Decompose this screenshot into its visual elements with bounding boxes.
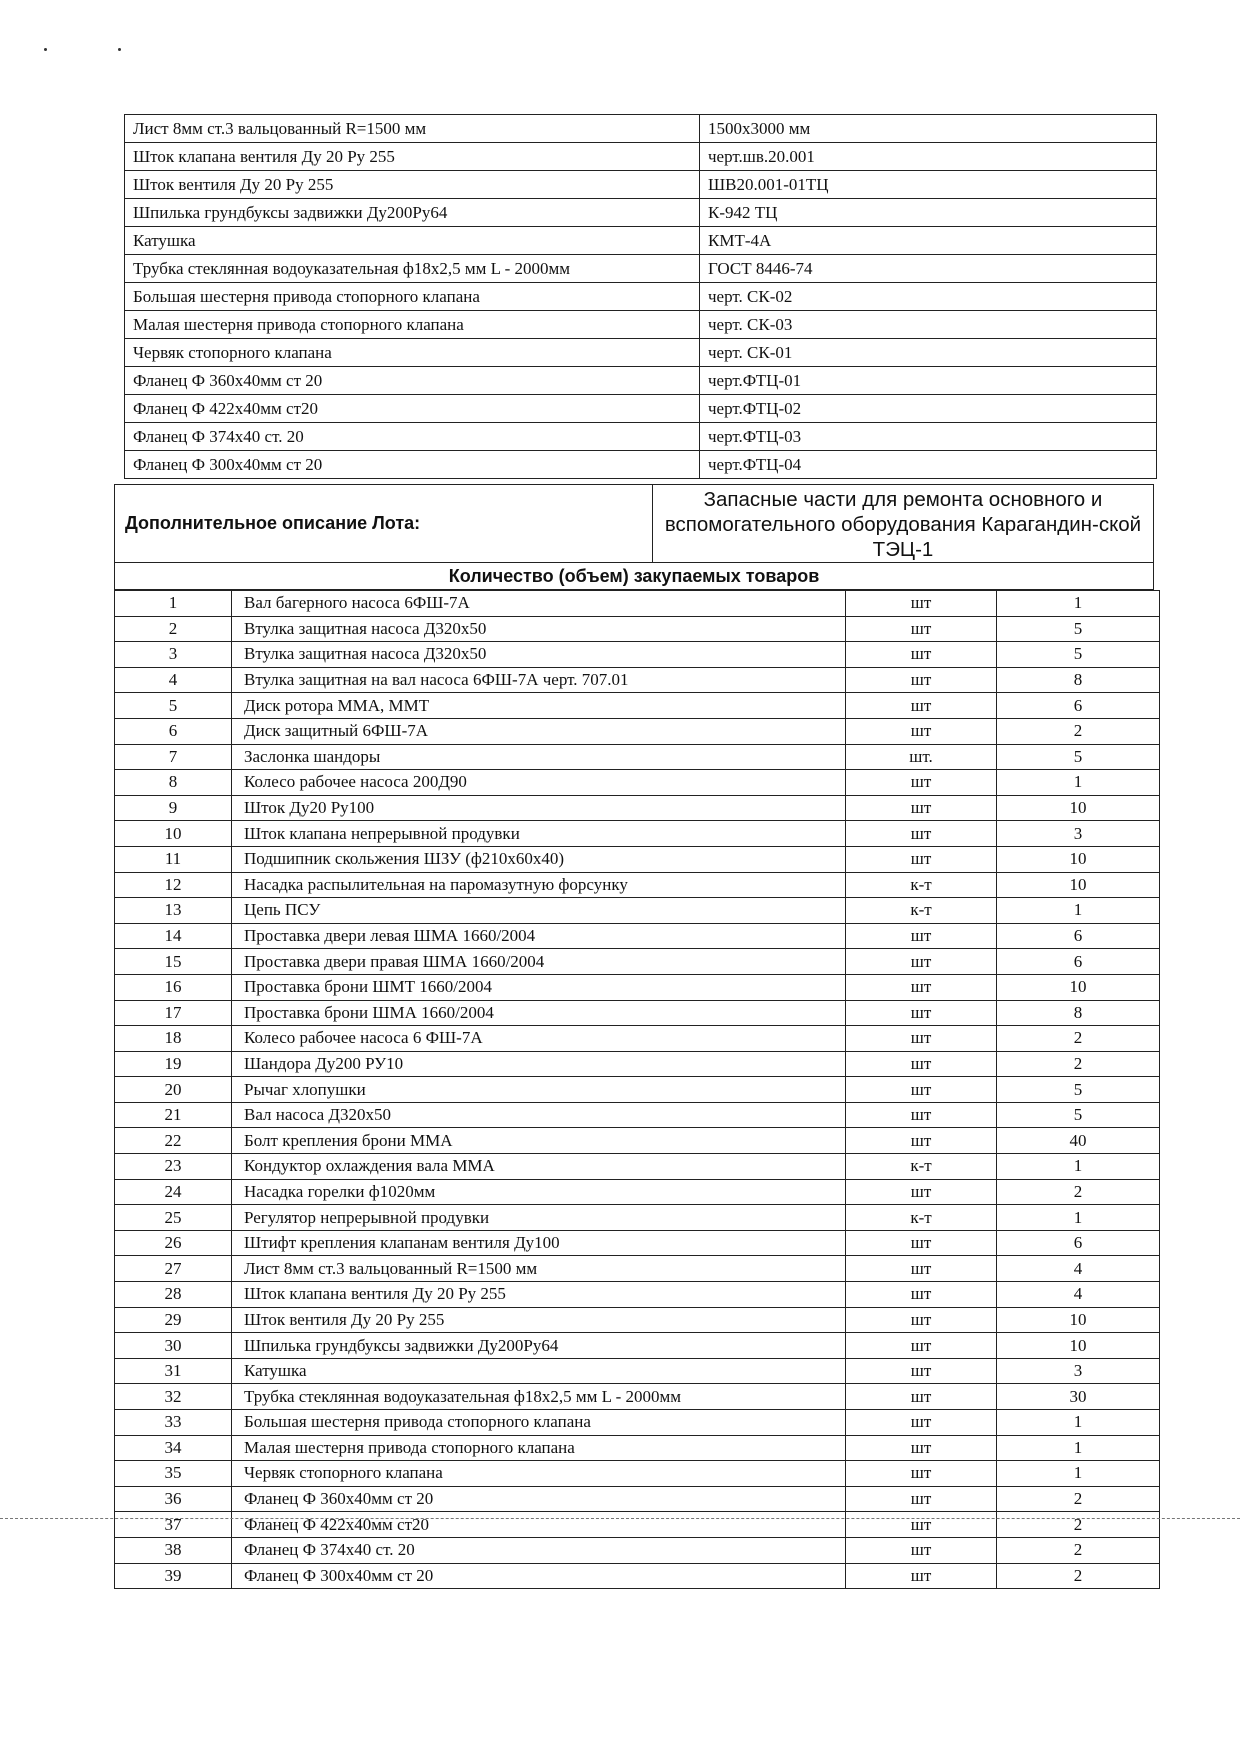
spec-code: К-942 ТЦ [700, 199, 1157, 227]
item-name: Колесо рабочее насоса 6 ФШ-7А [232, 1026, 846, 1052]
item-quantity: 6 [997, 693, 1160, 719]
scan-speck [118, 48, 121, 51]
item-name: Вал насоса Д320х50 [232, 1102, 846, 1128]
table-row [115, 974, 1160, 1000]
spec-name: Червяк стопорного клапана [125, 339, 700, 367]
item-quantity: 10 [997, 1307, 1160, 1333]
spec-code: КМТ-4А [700, 227, 1157, 255]
item-name: Насадка распылительная на паромазутную форсунку [232, 872, 846, 898]
table-row [115, 1563, 1160, 1589]
item-number: 33 [115, 1410, 232, 1436]
item-name: Червяк стопорного клапана [232, 1461, 846, 1487]
item-name: Регулятор непрерывной продувки [232, 1205, 846, 1231]
item-number: 28 [115, 1282, 232, 1308]
item-quantity: 5 [997, 1102, 1160, 1128]
items-table-body [115, 591, 1160, 1589]
table-row [115, 1410, 1160, 1436]
spec-name: Шпилька грундбуксы задвижки Ду200Ру64 [125, 199, 700, 227]
item-quantity: 2 [997, 1026, 1160, 1052]
spec-name: Малая шестерня привода стопорного клапана [125, 311, 700, 339]
lot-description-value: Запасные части для ремонта основного и вспомогательного оборудования Карагандин-ской ТЭЦ-1 [664, 488, 1142, 561]
item-name: Фланец Ф 422х40мм ст20 [232, 1512, 846, 1538]
item-number: 35 [115, 1461, 232, 1487]
item-number: 39 [115, 1563, 232, 1589]
item-name: Фланец Ф 374х40 ст. 20 [232, 1537, 846, 1563]
scan-speck [44, 48, 47, 51]
item-name: Шпилька грундбуксы задвижки Ду200Ру64 [232, 1333, 846, 1359]
spec-name: Фланец Ф 360х40мм ст 20 [125, 367, 700, 395]
item-unit: шт [846, 1000, 997, 1026]
table-row [115, 1000, 1160, 1026]
item-quantity: 1 [997, 1461, 1160, 1487]
item-number: 10 [115, 821, 232, 847]
item-quantity: 10 [997, 872, 1160, 898]
item-number: 36 [115, 1486, 232, 1512]
item-number: 38 [115, 1537, 232, 1563]
spec-name: Шток вентиля Ду 20 Ру 255 [125, 171, 700, 199]
table-row [115, 642, 1160, 668]
spec-row [125, 339, 1157, 367]
item-quantity: 5 [997, 616, 1160, 642]
items-table [114, 590, 1160, 1589]
table-row [115, 1512, 1160, 1538]
spec-table-body [125, 115, 1157, 479]
item-name: Штифт крепления клапанам вентиля Ду100 [232, 1230, 846, 1256]
item-name: Шток вентиля Ду 20 Ру 255 [232, 1307, 846, 1333]
spec-code: ШВ20.001-01ТЦ [700, 171, 1157, 199]
item-number: 12 [115, 872, 232, 898]
table-row [115, 744, 1160, 770]
item-name: Шандора Ду200 РУ10 [232, 1051, 846, 1077]
item-name: Шток Ду20 Ру100 [232, 795, 846, 821]
item-quantity: 1 [997, 1154, 1160, 1180]
item-quantity: 1 [997, 591, 1160, 617]
item-quantity: 4 [997, 1256, 1160, 1282]
item-unit: к-т [846, 1205, 997, 1231]
item-unit: шт [846, 1102, 997, 1128]
table-row [115, 1128, 1160, 1154]
spec-name: Фланец Ф 374х40 ст. 20 [125, 423, 700, 451]
spec-row [125, 283, 1157, 311]
item-quantity: 2 [997, 718, 1160, 744]
spec-code: ГОСТ 8446-74 [700, 255, 1157, 283]
table-row [115, 1205, 1160, 1231]
item-quantity: 8 [997, 667, 1160, 693]
item-name: Колесо рабочее насоса 200Д90 [232, 770, 846, 796]
item-unit: шт [846, 846, 997, 872]
item-quantity: 40 [997, 1128, 1160, 1154]
item-unit: шт [846, 795, 997, 821]
item-quantity: 1 [997, 1205, 1160, 1231]
table-row [115, 616, 1160, 642]
item-unit: шт [846, 1026, 997, 1052]
lot-description-label: Дополнительное описание Лота: [115, 485, 653, 562]
table-row [115, 1256, 1160, 1282]
item-quantity: 1 [997, 1435, 1160, 1461]
item-number: 17 [115, 1000, 232, 1026]
item-number: 3 [115, 642, 232, 668]
item-number: 11 [115, 846, 232, 872]
table-row [115, 872, 1160, 898]
item-quantity: 6 [997, 923, 1160, 949]
spec-row [125, 171, 1157, 199]
table-row [115, 718, 1160, 744]
item-name: Диск ротора ММА, ММТ [232, 693, 846, 719]
spec-row [125, 143, 1157, 171]
item-quantity: 2 [997, 1537, 1160, 1563]
item-unit: шт [846, 770, 997, 796]
item-name: Большая шестерня привода стопорного клапана [232, 1410, 846, 1436]
item-number: 15 [115, 949, 232, 975]
table-row [115, 1051, 1160, 1077]
table-row [115, 693, 1160, 719]
table-row [115, 591, 1160, 617]
table-row [115, 821, 1160, 847]
item-name: Проставка двери левая ШМА 1660/2004 [232, 923, 846, 949]
table-row [115, 770, 1160, 796]
table-row [115, 1435, 1160, 1461]
item-quantity: 6 [997, 949, 1160, 975]
table-row [115, 949, 1160, 975]
item-number: 25 [115, 1205, 232, 1231]
item-unit: шт [846, 1461, 997, 1487]
item-unit: шт [846, 1077, 997, 1103]
item-number: 18 [115, 1026, 232, 1052]
spec-name: Шток клапана вентиля Ду 20 Ру 255 [125, 143, 700, 171]
item-name: Диск защитный 6ФШ-7А [232, 718, 846, 744]
item-unit: шт [846, 718, 997, 744]
item-number: 21 [115, 1102, 232, 1128]
item-unit: шт [846, 1256, 997, 1282]
item-name: Втулка защитная насоса Д320х50 [232, 616, 846, 642]
item-number: 1 [115, 591, 232, 617]
item-quantity: 8 [997, 1000, 1160, 1026]
spec-row [125, 423, 1157, 451]
item-number: 31 [115, 1358, 232, 1384]
item-number: 32 [115, 1384, 232, 1410]
item-unit: шт [846, 616, 997, 642]
table-row [115, 1102, 1160, 1128]
item-number: 24 [115, 1179, 232, 1205]
spec-name: Трубка стеклянная водоуказательная ф18х2,5 мм L - 2000мм [125, 255, 700, 283]
item-number: 37 [115, 1512, 232, 1538]
quantity-header: Количество (объем) закупаемых товаров [114, 562, 1154, 590]
spec-row [125, 227, 1157, 255]
item-unit: шт [846, 923, 997, 949]
item-name: Рычаг хлопушки [232, 1077, 846, 1103]
cut-line [0, 1518, 1240, 1519]
item-number: 19 [115, 1051, 232, 1077]
item-name: Трубка стеклянная водоуказательная ф18х2,5 мм L - 2000мм [232, 1384, 846, 1410]
item-name: Заслонка шандоры [232, 744, 846, 770]
item-unit: шт [846, 1230, 997, 1256]
item-name: Лист 8мм ст.3 вальцованный R=1500 мм [232, 1256, 846, 1282]
item-number: 13 [115, 898, 232, 924]
table-row [115, 795, 1160, 821]
table-row [115, 1026, 1160, 1052]
item-unit: шт [846, 1333, 997, 1359]
item-name: Шток клапана вентиля Ду 20 Ру 255 [232, 1282, 846, 1308]
table-row [115, 1230, 1160, 1256]
item-number: 6 [115, 718, 232, 744]
table-row [115, 1486, 1160, 1512]
item-name: Малая шестерня привода стопорного клапана [232, 1435, 846, 1461]
item-name: Насадка горелки ф1020мм [232, 1179, 846, 1205]
table-row [115, 1282, 1160, 1308]
table-row [115, 1461, 1160, 1487]
item-unit: к-т [846, 1154, 997, 1180]
item-name: Кондуктор охлаждения вала ММА [232, 1154, 846, 1180]
item-number: 23 [115, 1154, 232, 1180]
item-quantity: 10 [997, 1333, 1160, 1359]
item-number: 7 [115, 744, 232, 770]
item-number: 26 [115, 1230, 232, 1256]
item-number: 14 [115, 923, 232, 949]
item-unit: шт [846, 591, 997, 617]
item-number: 30 [115, 1333, 232, 1359]
item-unit: шт [846, 949, 997, 975]
item-number: 4 [115, 667, 232, 693]
item-unit: шт [846, 693, 997, 719]
item-number: 8 [115, 770, 232, 796]
item-unit: шт [846, 1410, 997, 1436]
spec-name: Лист 8мм ст.3 вальцованный R=1500 мм [125, 115, 700, 143]
spec-row [125, 199, 1157, 227]
item-number: 2 [115, 616, 232, 642]
item-quantity: 10 [997, 846, 1160, 872]
item-number: 27 [115, 1256, 232, 1282]
item-unit: шт [846, 821, 997, 847]
item-unit: шт [846, 642, 997, 668]
spec-row [125, 395, 1157, 423]
item-quantity: 2 [997, 1486, 1160, 1512]
spec-code: черт. СК-02 [700, 283, 1157, 311]
item-unit: шт [846, 1563, 997, 1589]
item-quantity: 4 [997, 1282, 1160, 1308]
table-row [115, 1179, 1160, 1205]
item-number: 16 [115, 974, 232, 1000]
spec-code: 1500х3000 мм [700, 115, 1157, 143]
item-name: Болт крепления брони ММА [232, 1128, 846, 1154]
item-quantity: 5 [997, 1077, 1160, 1103]
item-unit: шт [846, 1051, 997, 1077]
spec-row [125, 115, 1157, 143]
spec-name: Большая шестерня привода стопорного клапана [125, 283, 700, 311]
item-unit: шт [846, 1486, 997, 1512]
item-unit: шт [846, 667, 997, 693]
item-quantity: 10 [997, 795, 1160, 821]
item-number: 5 [115, 693, 232, 719]
table-row [115, 667, 1160, 693]
table-row [115, 1077, 1160, 1103]
item-number: 20 [115, 1077, 232, 1103]
item-unit: шт [846, 1537, 997, 1563]
item-unit: шт [846, 1282, 997, 1308]
spec-code: черт.ФТЦ-03 [700, 423, 1157, 451]
table-row [115, 1154, 1160, 1180]
spec-name: Фланец Ф 422х40мм ст20 [125, 395, 700, 423]
table-row [115, 1384, 1160, 1410]
table-row [115, 846, 1160, 872]
item-name: Вал багерного насоса 6ФШ-7А [232, 591, 846, 617]
item-name: Проставка двери правая ШМА 1660/2004 [232, 949, 846, 975]
spec-row [125, 367, 1157, 395]
item-number: 29 [115, 1307, 232, 1333]
spec-code: черт.ФТЦ-01 [700, 367, 1157, 395]
item-quantity: 6 [997, 1230, 1160, 1256]
item-quantity: 10 [997, 974, 1160, 1000]
item-quantity: 2 [997, 1563, 1160, 1589]
item-unit: шт [846, 1512, 997, 1538]
item-quantity: 3 [997, 821, 1160, 847]
spec-row [125, 451, 1157, 479]
item-quantity: 1 [997, 770, 1160, 796]
item-number: 9 [115, 795, 232, 821]
spec-row [125, 311, 1157, 339]
item-unit: к-т [846, 872, 997, 898]
item-unit: шт [846, 1384, 997, 1410]
table-row [115, 923, 1160, 949]
item-number: 34 [115, 1435, 232, 1461]
item-unit: шт. [846, 744, 997, 770]
spec-table [124, 114, 1157, 479]
item-unit: шт [846, 1128, 997, 1154]
item-quantity: 2 [997, 1179, 1160, 1205]
item-quantity: 2 [997, 1051, 1160, 1077]
item-number: 22 [115, 1128, 232, 1154]
table-row [115, 1358, 1160, 1384]
item-quantity: 5 [997, 744, 1160, 770]
table-row [115, 1333, 1160, 1359]
item-unit: шт [846, 1435, 997, 1461]
table-row [115, 1307, 1160, 1333]
item-quantity: 5 [997, 642, 1160, 668]
spec-code: черт. СК-03 [700, 311, 1157, 339]
spec-code: черт.шв.20.001 [700, 143, 1157, 171]
item-unit: шт [846, 974, 997, 1000]
item-name: Подшипник скольжения ШЗУ (ф210х60х40) [232, 846, 846, 872]
item-unit: шт [846, 1179, 997, 1205]
item-name: Фланец Ф 300х40мм ст 20 [232, 1563, 846, 1589]
item-quantity: 1 [997, 898, 1160, 924]
item-quantity: 3 [997, 1358, 1160, 1384]
item-name: Втулка защитная на вал насоса 6ФШ-7А черт. 707.01 [232, 667, 846, 693]
item-name: Проставка брони ШМТ 1660/2004 [232, 974, 846, 1000]
spec-name: Катушка [125, 227, 700, 255]
item-unit: к-т [846, 898, 997, 924]
item-name: Катушка [232, 1358, 846, 1384]
item-name: Втулка защитная насоса Д320х50 [232, 642, 846, 668]
item-unit: шт [846, 1307, 997, 1333]
item-name: Цепь ПСУ [232, 898, 846, 924]
spec-code: черт.ФТЦ-04 [700, 451, 1157, 479]
item-quantity: 2 [997, 1512, 1160, 1538]
item-name: Фланец Ф 360х40мм ст 20 [232, 1486, 846, 1512]
item-quantity: 1 [997, 1410, 1160, 1436]
table-row [115, 1537, 1160, 1563]
item-unit: шт [846, 1358, 997, 1384]
table-row [115, 898, 1160, 924]
spec-name: Фланец Ф 300х40мм ст 20 [125, 451, 700, 479]
spec-row [125, 255, 1157, 283]
lot-description [114, 484, 1154, 562]
item-name: Шток клапана непрерывной продувки [232, 821, 846, 847]
spec-code: черт. СК-01 [700, 339, 1157, 367]
spec-code: черт.ФТЦ-02 [700, 395, 1157, 423]
item-name: Проставка брони ШМА 1660/2004 [232, 1000, 846, 1026]
item-quantity: 30 [997, 1384, 1160, 1410]
